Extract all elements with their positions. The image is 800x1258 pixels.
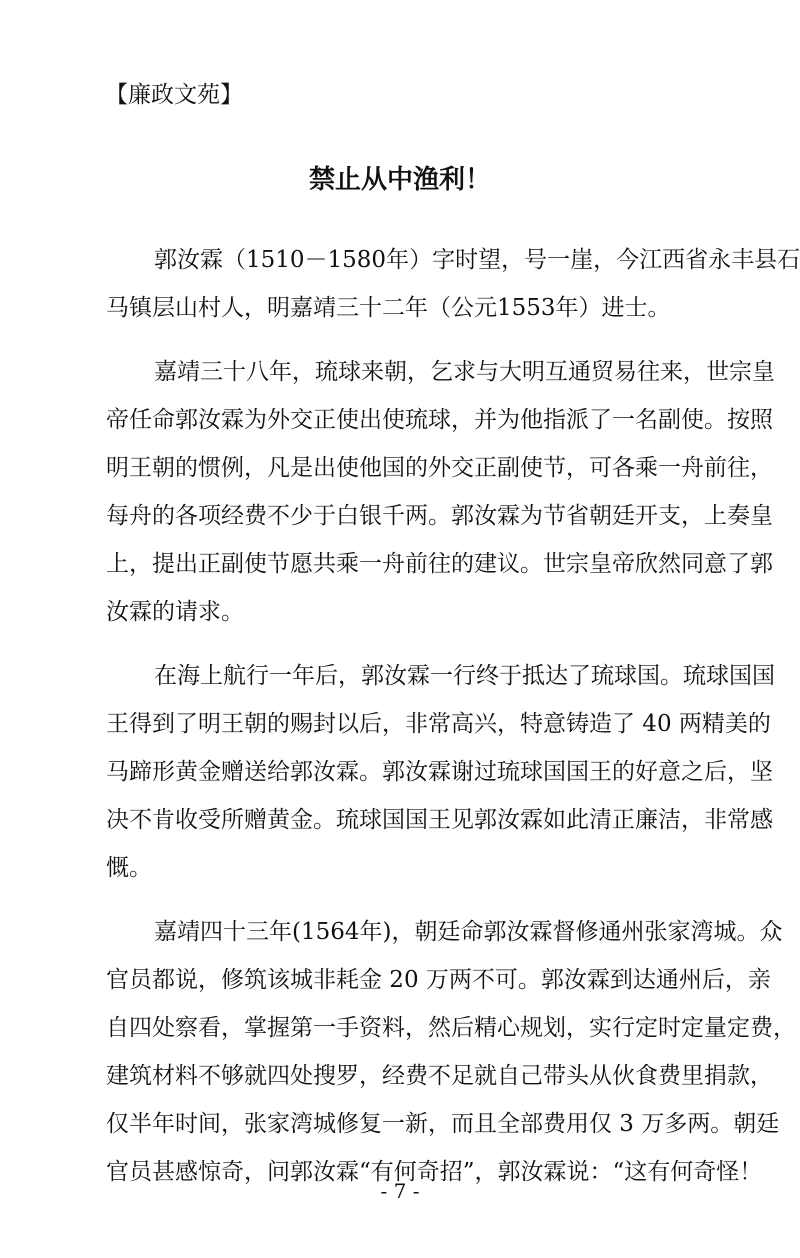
article-body — [106, 236, 800, 1212]
text-line: 嘉靖四十三年(1564年)，朝廷命郭汝霖督修通州张家湾城。众 — [154, 919, 783, 945]
text-line: 汝霖的请求。 — [106, 599, 244, 625]
text-line: 慨。 — [106, 855, 152, 881]
text-line: 马镇层山村人，明嘉靖三十二年（公元1553年）进士。 — [106, 295, 671, 321]
text-line: 自四处察看，掌握第一手资料，然后精心规划，实行定时定量定费， — [106, 1015, 796, 1041]
text-line: 马蹄形黄金赠送给郭汝霖。郭汝霖谢过琉球国国王的好意之后，坚 — [106, 759, 773, 785]
text-line: 建筑材料不够就四处搜罗，经费不足就自己带头从伙食费里捐款， — [106, 1063, 773, 1089]
text-line: 官员都说，修筑该城非耗金 20 万两不可。郭汝霖到达通州后，亲 — [106, 967, 771, 993]
text-line: 上，提出正副使节愿共乘一舟前往的建议。世宗皇帝欣然同意了郭 — [106, 551, 773, 577]
paragraph-1 — [106, 236, 800, 332]
text-line: 决不肯收受所赠黄金。琉球国国王见郭汝霖如此清正廉洁，非常感 — [106, 807, 773, 833]
text-line: 每舟的各项经费不少于白银千两。郭汝霖为节省朝廷开支，上奏皇 — [106, 503, 773, 529]
text-line: 仅半年时间，张家湾城修复一新，而且全部费用仅 3 万多两。朝廷 — [106, 1111, 780, 1137]
article-title: 禁止从中渔利！ — [308, 165, 491, 195]
text-line: 王得到了明王朝的赐封以后，非常高兴，特意铸造了 40 两精美的 — [106, 711, 771, 737]
column-tag: 【廉政文苑】 — [105, 82, 243, 108]
text-line: 明王朝的惯例，凡是出使他国的外交正副使节，可各乘一舟前往， — [106, 455, 773, 481]
page-number: - 7 - — [380, 1179, 420, 1203]
text-line: 郭汝霖（1510－1580年）字时望，号一崖，今江西省永丰县石 — [154, 247, 800, 273]
text-line: 帝任命郭汝霖为外交正使出使琉球，并为他指派了一名副使。按照 — [106, 407, 773, 433]
text-line: 嘉靖三十八年，琉球来朝，乞求与大明互通贸易往来，世宗皇 — [154, 359, 775, 385]
paragraph-2 — [106, 348, 775, 636]
paragraph-4 — [106, 908, 796, 1196]
text-line: 官员甚感惊奇，问郭汝霖“有何奇招”，郭汝霖说：“这有何奇怪！ — [106, 1159, 763, 1185]
paragraph-3 — [106, 652, 775, 892]
text-line: 在海上航行一年后，郭汝霖一行终于抵达了琉球国。琉球国国 — [154, 663, 775, 689]
